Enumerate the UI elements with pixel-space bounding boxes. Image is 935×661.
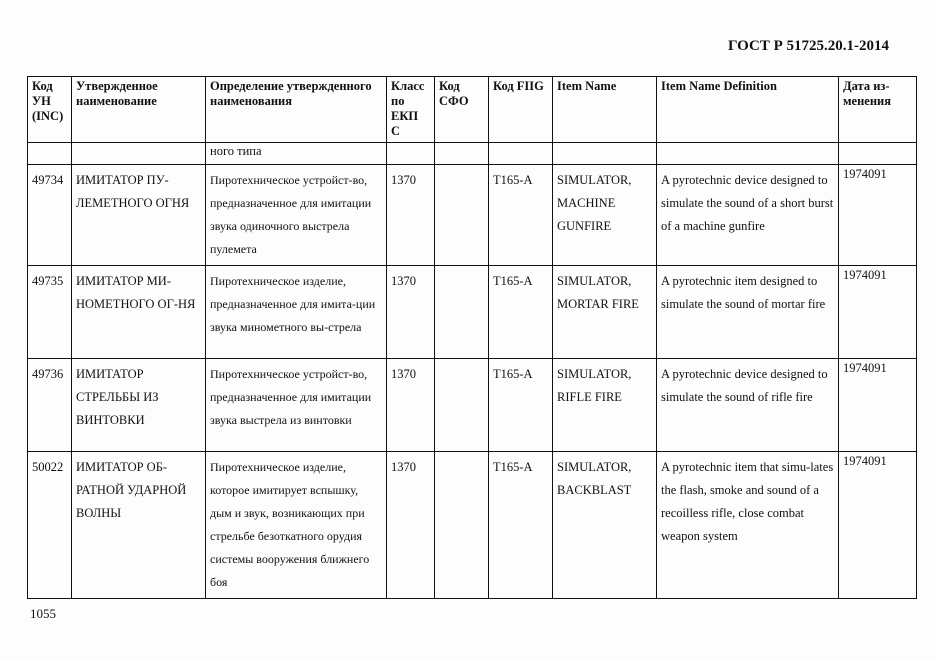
cell-item-definition: A pyrotechnic device designed to simulate the sound of a short burst of a machine gunfire [657,165,839,266]
items-table [27,76,917,599]
cell-date: 1974091 [839,452,917,599]
page-number: 1055 [30,606,56,621]
table-row [28,266,917,359]
cell-item-name: SIMULATOR, MACHINE GUNFIRE [553,165,657,266]
col-header-approved-name: Утвержденное наименование [72,77,206,143]
cell-definition: Пиротехническое изделие, которое имитирует вспышку, дым и звук, возникающих при стрельбе безоткатного орудия системы вооружения ближнего боя [206,452,387,599]
table-row [28,452,917,599]
cell-sfo [435,165,489,266]
cell-item-definition: A pyrotechnic device designed to simulate the sound of rifle fire [657,359,839,452]
cell-fiig: T165-A [489,266,553,359]
cell-fiig: T165-A [489,165,553,266]
continuation-text: ного типа [206,143,387,165]
col-header-sfo: Код СФО [435,77,489,143]
cell-sfo [435,452,489,599]
col-header-ekps-class: Класс по ЕКП С [387,77,435,143]
cell-approved-name: ИМИТАТОР ПУ-ЛЕМЕТНОГО ОГНЯ [72,165,206,266]
cell-ekps-class: 1370 [387,165,435,266]
cell-inc: 49734 [28,165,72,266]
cell-ekps-class: 1370 [387,452,435,599]
cell-date: 1974091 [839,165,917,266]
cell-item-definition: A pyrotechnic item designed to simulate the sound of mortar fire [657,266,839,359]
cell-approved-name: ИМИТАТОР СТРЕЛЬБЫ ИЗ ВИНТОВКИ [72,359,206,452]
cell-item-name: SIMULATOR, MORTAR FIRE [553,266,657,359]
col-header-item-name: Item Name [553,77,657,143]
col-header-inc: Код УН (INC) [28,77,72,143]
cell-ekps-class: 1370 [387,359,435,452]
col-header-item-definition: Item Name Definition [657,77,839,143]
cell-date: 1974091 [839,266,917,359]
cell-fiig: T165-A [489,359,553,452]
cell-fiig: T165-A [489,452,553,599]
cell-item-name: SIMULATOR, RIFLE FIRE [553,359,657,452]
col-header-fiig: Код FIIG [489,77,553,143]
cell-ekps-class: 1370 [387,266,435,359]
cell-approved-name: ИМИТАТОР ОБ-РАТНОЙ УДАРНОЙ ВОЛНЫ [72,452,206,599]
cell-item-name: SIMULATOR, BACKBLAST [553,452,657,599]
cell-approved-name: ИМИТАТОР МИ-НОМЕТНОГО ОГ-НЯ [72,266,206,359]
cell-inc: 49736 [28,359,72,452]
table-row-continuation [28,143,917,165]
table-row [28,165,917,266]
cell-inc: 49735 [28,266,72,359]
cell-definition: Пиротехническое изделие, предназначенное для имита-ции звука минометного вы-стрела [206,266,387,359]
cell-definition: Пиротехническое устройст-во, предназначенное для имитации звука одиночного выстрела пулемета [206,165,387,266]
cell-item-definition: A pyrotechnic item that simu-lates the flash, smoke and sound of a recoilless rifle, close combat weapon system [657,452,839,599]
cell-definition: Пиротехническое устройст-во, предназначенное для имитации звука выстрела из винтовки [206,359,387,452]
col-header-definition: Определение утвержденного наименования [206,77,387,143]
cell-date: 1974091 [839,359,917,452]
cell-sfo [435,359,489,452]
cell-sfo [435,266,489,359]
table-row [28,359,917,452]
document-code: ГОСТ Р 51725.20.1-2014 [727,38,889,54]
col-header-date: Дата из-менения [839,77,917,143]
table-header-row [28,77,917,143]
cell-inc: 50022 [28,452,72,599]
